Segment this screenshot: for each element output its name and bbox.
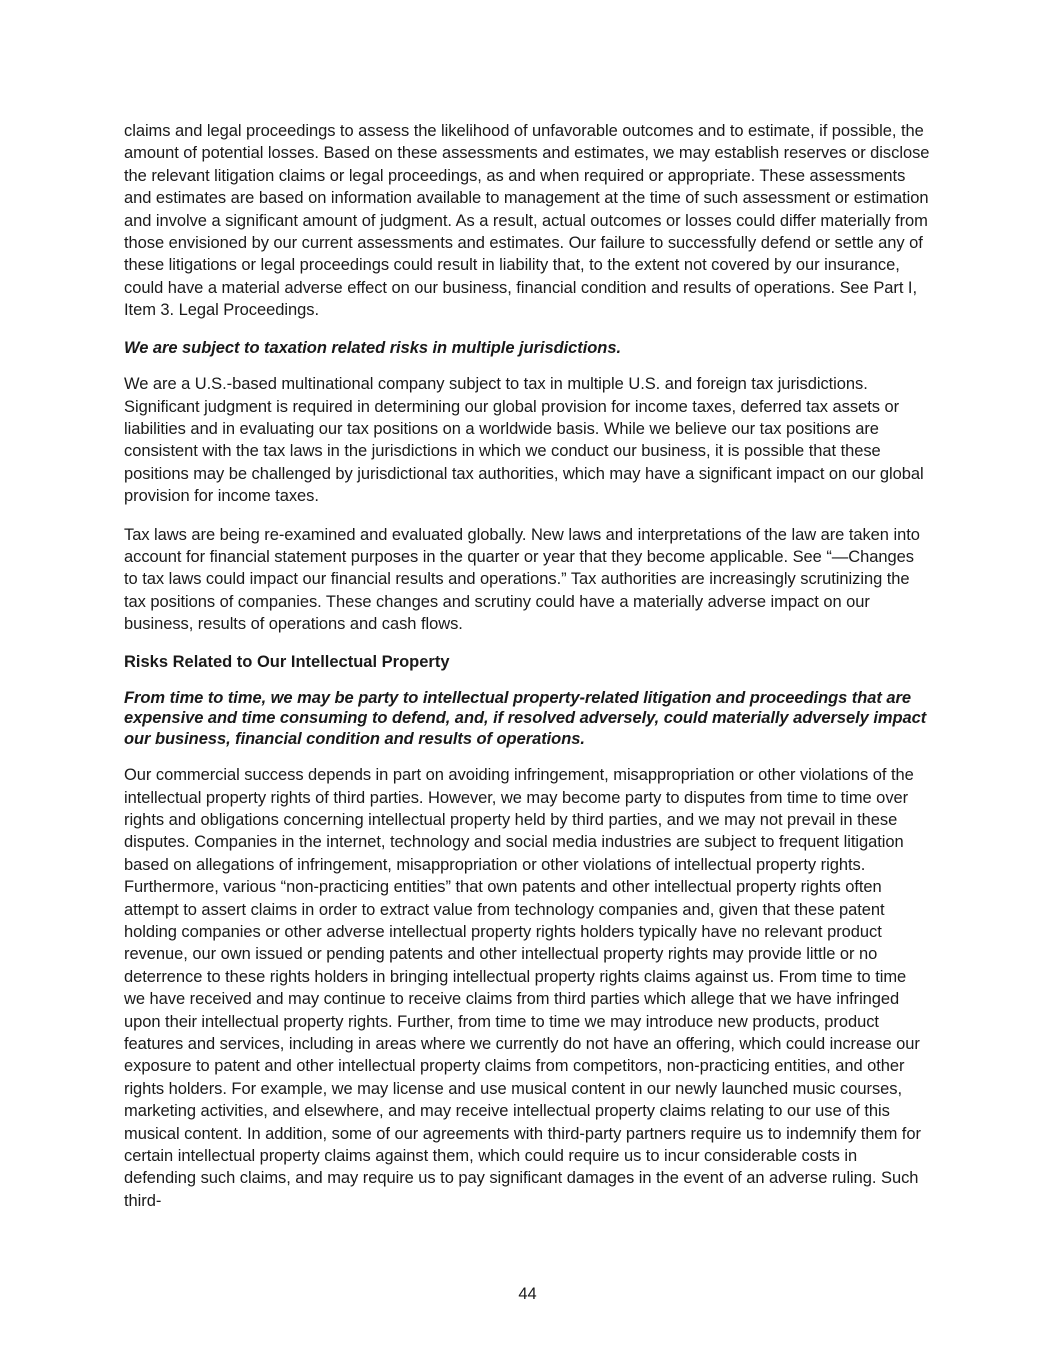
subheading-taxation-risks: We are subject to taxation related risks in multiple jurisdictions. — [124, 338, 621, 357]
page-number: 44 — [518, 1285, 537, 1303]
subheading-ip-litigation: From time to time, we may be party to intellectual property-related litigation and proceedings that are expensive and time consuming to defend, and, if resolved adversely, could materially adversely impact our business, financial condition and results of operations. — [124, 688, 927, 748]
paragraph-tax-jurisdictions: We are a U.S.-based multinational company subject to tax in multiple U.S. and foreign tax jurisdictions. Significant judgment is required in determining our global provision for income taxes, deferred tax assets or liabilities and in evaluating our tax positions on a worldwide basis. While we believe our tax positions are consistent with the tax laws in the jurisdictions in which we conduct our business, it is possible that these positions may be challenged by jurisdictional tax authorities, which may have a significant impact on our global provision for income taxes. — [124, 375, 924, 506]
page-body — [124, 120, 930, 1228]
paragraph-ip-litigation: Our commercial success depends in part on avoiding infringement, misappropriation or other violations of the intellectual property rights of third parties. However, we may become party to disputes from time to time over rights and obligations concerning intellectual property held by third parties, and we may not prevail in these disputes. Companies in the internet, technology and social media industries are subject to frequent litigation based on allegations of infringement, misappropriation or other violations of intellectual property rights. Furthermore, various “non-practicing entities” that own patents and other intellectual property rights often attempt to assert claims in order to extract value from technology companies and, given that these patent holding companies or other adverse intellectual property rights holders typically have no relevant product revenue, our own issued or pending patents and other intellectual property rights may provide little or no deterrence to these rights holders in bringing intellectual property rights claims against us. From time to time we have received and may continue to receive claims from third parties which allege that we have infringed upon their intellectual property rights. Further, from time to time we may introduce new products, product features and services, including in areas where we currently do not have an offering, which could increase our exposure to patent and other intellectual property claims from competitors, non-practicing entities, and other rights holders. For example, we may license and use musical content in our newly launched music courses, marketing activities, and elsewhere, and may receive intellectual property claims relating to our use of this musical content. In addition, some of our agreements with third-party partners require us to indemnify them for certain intellectual property claims against them, which could require us to incur considerable costs in defending such claims, and may require us to pay significant damages in the event of an adverse ruling. Such third- — [124, 766, 921, 1210]
paragraph-legal-proceedings: claims and legal proceedings to assess the likelihood of unfavorable outcomes and to estimate, if possible, the amount of potential losses. Based on these assessments and estimates, we may establish reserves or disclose the relevant litigation claims or legal proceedings, as and when required or appropriate. These assessments and estimates are based on information available to management at the time of such assessment or estimation and involve a significant amount of judgment. As a result, actual outcomes or losses could differ materially from those envisioned by our current assessments and estimates. Our failure to successfully defend or settle any of these litigations or legal proceedings could result in liability that, to the extent not covered by our insurance, could have a material adverse effect on our business, financial condition and results of operations. See Part I, Item 3. Legal Proceedings. — [124, 122, 930, 320]
paragraph-tax-laws: Tax laws are being re-examined and evaluated globally. New laws and interpretations of the law are taken into account for financial statement purposes in the quarter or year that they become applicable. See “—Changes to tax laws could impact our financial results and operations.” Tax authorities are increasingly scrutinizing the tax positions of companies. These changes and scrutiny could have a materially adverse impact on our business, results of operations and cash flows. — [124, 525, 920, 634]
section-heading-intellectual-property: Risks Related to Our Intellectual Property — [124, 652, 450, 671]
